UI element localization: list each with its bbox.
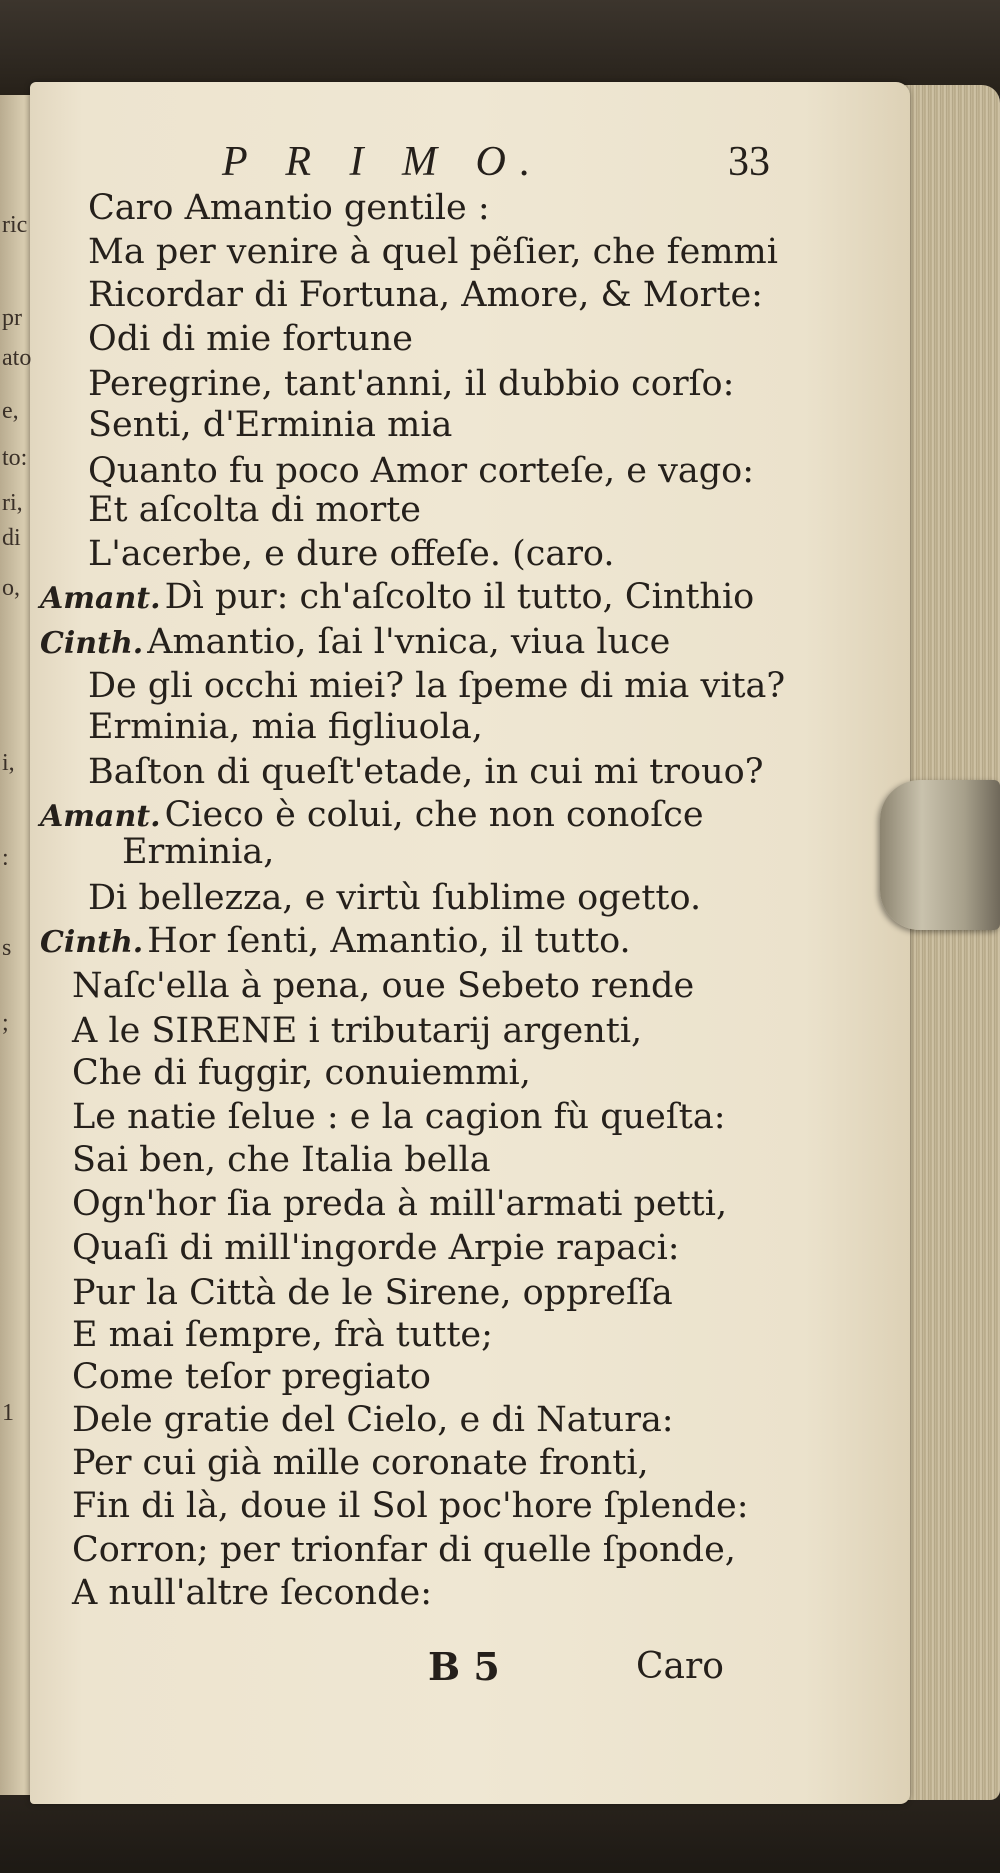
signature-mark: B 5 bbox=[428, 1644, 500, 1689]
verse-line bbox=[88, 232, 778, 272]
margin-fragment: pr bbox=[2, 305, 22, 331]
verse-line bbox=[40, 921, 631, 963]
verse-line bbox=[72, 1097, 726, 1137]
verse-line bbox=[72, 1357, 431, 1397]
verse-line bbox=[72, 1273, 673, 1313]
verse-text: Dele gratie del Cielo, e di Natura: bbox=[72, 1400, 674, 1440]
verse-line bbox=[88, 451, 754, 491]
verse-line bbox=[72, 1315, 493, 1355]
verse-text: Per cui già mille coronate fronti, bbox=[72, 1443, 649, 1483]
verse-line bbox=[88, 188, 490, 228]
verse-text: Le natie ſelue : e la cagion fù queſta: bbox=[72, 1097, 726, 1137]
verse-text: Odi di mie fortune bbox=[88, 319, 413, 359]
page-number: 33 bbox=[728, 139, 770, 185]
verse-text: Fin di là, doue il Sol poc'hore ſplende: bbox=[72, 1486, 749, 1526]
verse-text: Erminia, mia figliuola, bbox=[88, 707, 483, 747]
verse-line bbox=[72, 1228, 680, 1268]
speaker-label: Amant. bbox=[40, 799, 161, 834]
verse-line bbox=[88, 752, 763, 792]
verse-line bbox=[40, 622, 670, 664]
verse-line bbox=[88, 319, 413, 359]
verse-line bbox=[72, 1530, 736, 1570]
margin-fragment: ri, bbox=[2, 490, 23, 516]
margin-fragment: : bbox=[2, 845, 9, 871]
verse-text: Ma per venire à quel pẽſier, che femmi bbox=[88, 232, 778, 272]
verse-text: Come teſor pregiato bbox=[72, 1357, 431, 1397]
verse-text: A null'altre ſeconde: bbox=[72, 1573, 432, 1613]
verse-line bbox=[72, 1011, 642, 1051]
margin-fragment: ; bbox=[2, 1010, 9, 1036]
verse-text: Quanto fu poco Amor corteſe, e vago: bbox=[88, 451, 755, 491]
verse-line bbox=[72, 1400, 674, 1440]
verse-text: A le SIRENE i tributarij argenti, bbox=[72, 1011, 643, 1051]
catchword: Caro bbox=[636, 1646, 724, 1687]
verse-text: Di bellezza, e virtù ſublime ogetto. bbox=[88, 878, 702, 918]
verse-line bbox=[72, 1443, 649, 1483]
verse-line bbox=[122, 832, 274, 872]
margin-fragment: ric bbox=[2, 212, 28, 238]
verse-text: Che di fuggir, conuiemmi, bbox=[72, 1053, 531, 1093]
verse-line bbox=[72, 1573, 432, 1613]
verse-text: Sai ben, che Italia bella bbox=[72, 1140, 491, 1180]
margin-fragment: e, bbox=[2, 398, 19, 424]
verse-line bbox=[88, 707, 483, 747]
verse-text: Caro Amantio gentile : bbox=[88, 188, 490, 228]
verse-line bbox=[88, 490, 421, 530]
verse-text: Quaſi di mill'ingorde Arpie rapaci: bbox=[72, 1228, 680, 1268]
speaker-label: Cinth. bbox=[40, 626, 144, 661]
verse-line bbox=[88, 666, 785, 706]
margin-fragment: di bbox=[2, 525, 21, 551]
verse-text: Baſton di queſt'etade, in cui mi trouo? bbox=[88, 752, 764, 792]
verse-text: Cieco è colui, che non conoſce bbox=[164, 795, 704, 835]
verse-text: Naſc'ella à pena, oue Sebeto rende bbox=[72, 966, 695, 1006]
margin-fragment: to: bbox=[2, 445, 28, 471]
verse-text: Amantio, ſai l'vnica, viua luce bbox=[147, 622, 671, 662]
verse-text: Ricordar di Fortuna, Amore, & Morte: bbox=[88, 275, 763, 315]
verse-line bbox=[72, 1140, 491, 1180]
margin-fragment: s bbox=[2, 935, 12, 961]
verse-text: Pur la Città de le Sirene, oppreſſa bbox=[72, 1273, 673, 1313]
verse-text: De gli occhi miei? la ſpeme di mia vita? bbox=[88, 666, 786, 706]
verse-text: E mai ſempre, frà tutte; bbox=[72, 1315, 493, 1355]
verse-text: L'acerbe, e dure offeſe. (caro. bbox=[88, 534, 615, 574]
verse-line bbox=[88, 405, 452, 445]
verse-text: Corron; per trionfar di quelle ſponde, bbox=[72, 1530, 736, 1570]
verse-line bbox=[40, 795, 704, 837]
margin-fragment: i, bbox=[2, 750, 15, 776]
verse-line bbox=[88, 275, 763, 315]
verse-text: Hor ſenti, Amantio, il tutto. bbox=[147, 921, 631, 961]
verse-line bbox=[88, 364, 734, 404]
verse-text: Dì pur: ch'aſcolto il tutto, Cinthio bbox=[164, 577, 755, 617]
speaker-label: Amant. bbox=[40, 581, 161, 616]
verse-text: Erminia, bbox=[122, 832, 275, 872]
verse-text: Peregrine, tant'anni, il dubbio corſo: bbox=[88, 364, 735, 404]
running-title: P R I M O. bbox=[222, 139, 545, 185]
verse-line bbox=[72, 1184, 727, 1224]
verse-text: Ogn'hor ſia preda à mill'armati petti, bbox=[72, 1184, 728, 1224]
verse-line bbox=[72, 1053, 531, 1093]
verse-text: Et aſcolta di morte bbox=[88, 490, 421, 530]
verse-line bbox=[72, 966, 694, 1006]
verse-line bbox=[72, 1486, 749, 1526]
verse-line bbox=[88, 534, 615, 574]
speaker-label: Cinth. bbox=[40, 925, 144, 960]
margin-fragment: o, bbox=[2, 575, 20, 601]
margin-fragment: 1 bbox=[2, 1400, 14, 1426]
verse-line bbox=[40, 577, 754, 619]
verse-line bbox=[88, 878, 701, 918]
margin-fragment: ato bbox=[2, 345, 32, 371]
verse-text: Senti, d'Erminia mia bbox=[88, 405, 453, 445]
